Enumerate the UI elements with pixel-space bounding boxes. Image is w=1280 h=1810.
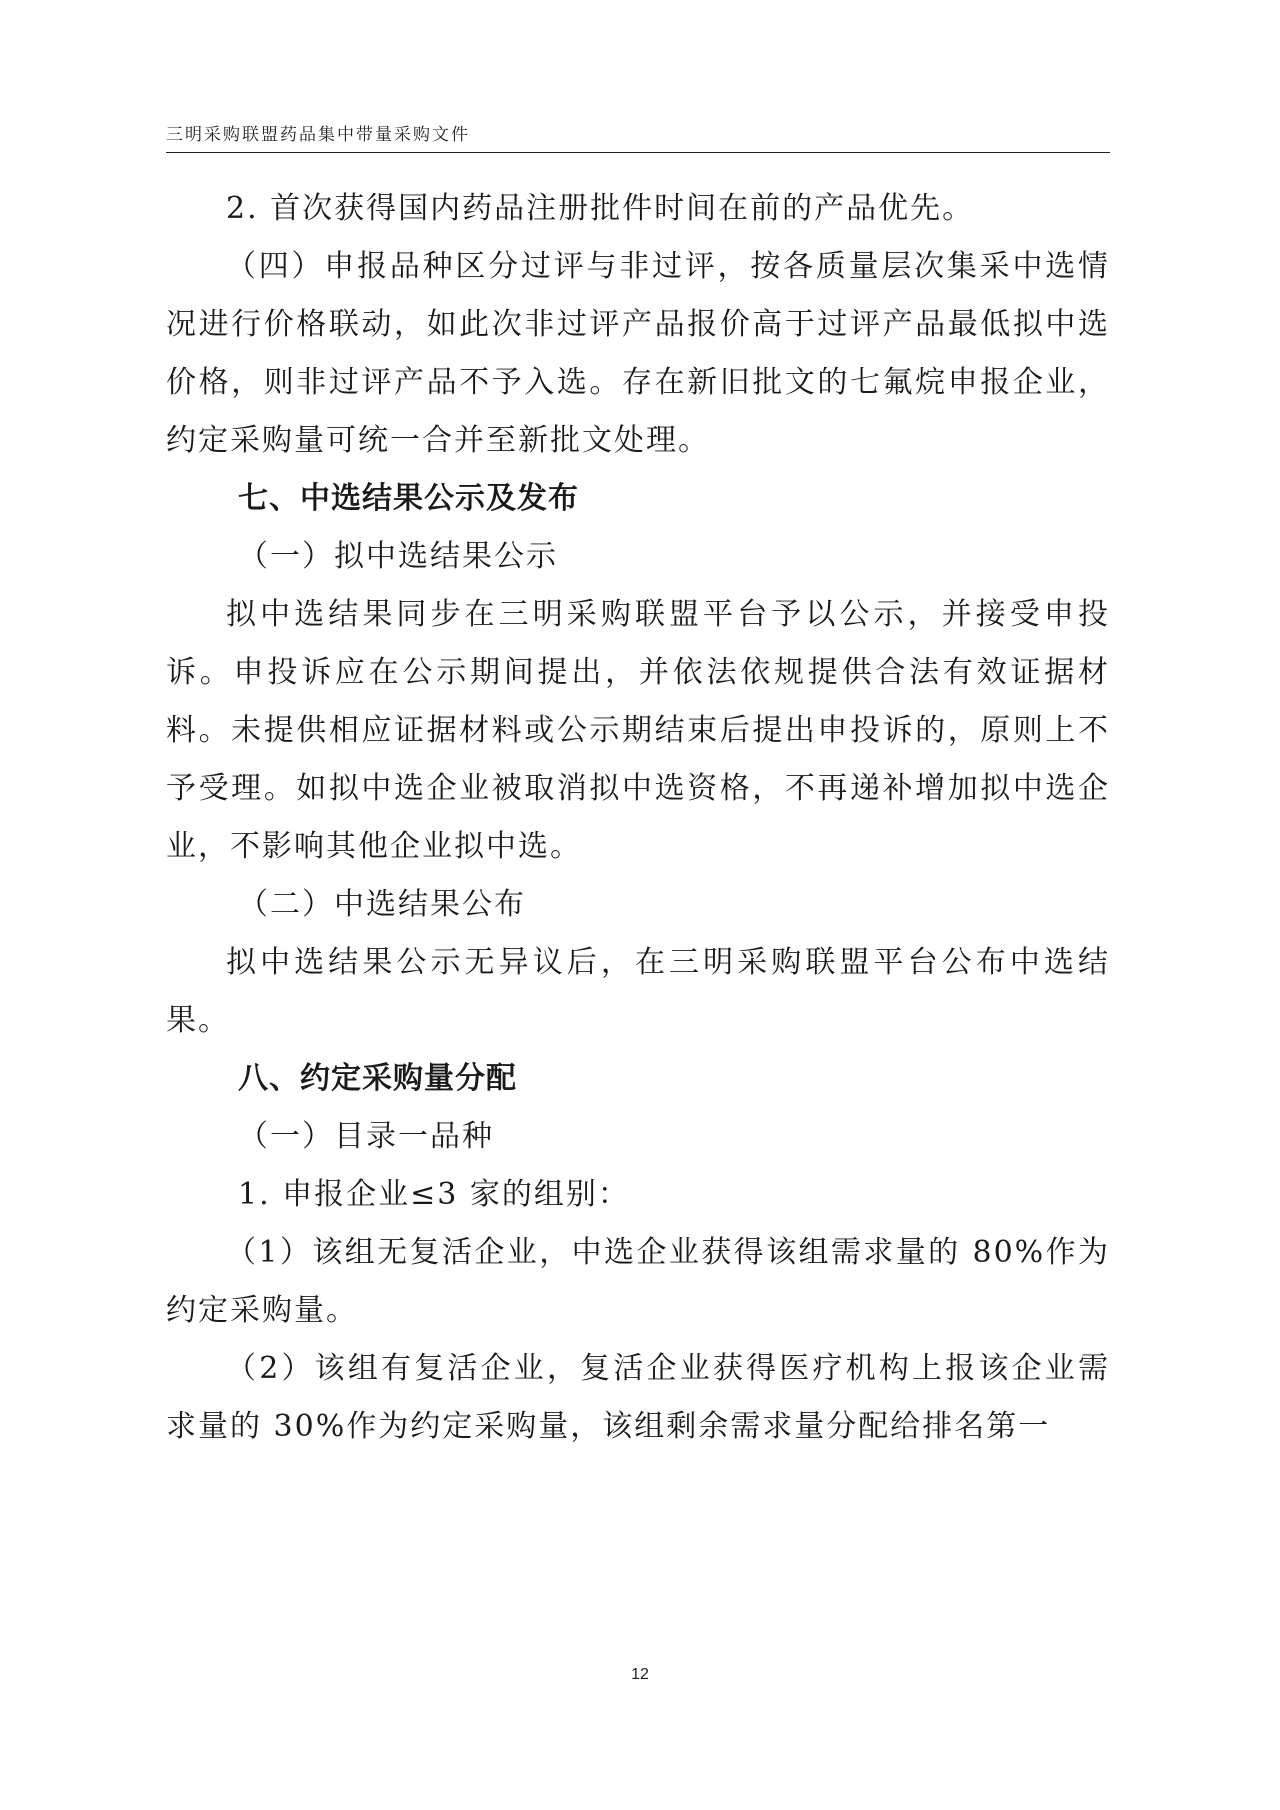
subsection-heading: （二）中选结果公布 [238,887,526,922]
page-number: 12 [631,1666,649,1683]
header-rule [166,152,1110,153]
body-paragraph: 2. 首次获得国内药品注册批件时间在前的产品优先。 [226,191,975,226]
running-header: 三明采购联盟药品集中带量采购文件 [166,125,470,145]
subsection-heading: （一）拟中选结果公示 [238,539,558,574]
body-paragraph: （1）该组无复活企业，中选企业获得该组需求量的 80%作为约定采购量。 [166,1235,1110,1328]
body-paragraph: 拟中选结果公示无异议后，在三明采购联盟平台公布中选结果。 [166,945,1110,1038]
section-heading: 八、约定采购量分配 [238,1061,517,1096]
body-paragraph: （四）申报品种区分过评与非过评，按各质量层次集采中选情况进行价格联动，如此次非过评产品报价高于过评产品最低拟中选价格，则非过评产品不予入选。存在新旧批文的七氟烷申报企业，约定采购量可统一合并至新批文处理。 [166,249,1110,458]
list-item: 1. 申报企业≤3 家的组别： [238,1177,630,1212]
body-paragraph: 拟中选结果同步在三明采购联盟平台予以公示，并接受申投诉。申投诉应在公示期间提出，并依法依规提供合法有效证据材料。未提供相应证据材料或公示期结束后提出申投诉的，原则上不予受理。如拟中选企业被取消拟中选资格，不再递补增加拟中选企业，不影响其他企业拟中选。 [166,597,1110,864]
section-heading: 七、中选结果公示及发布 [238,481,579,516]
body-paragraph: （2）该组有复活企业，复活企业获得医疗机构上报该企业需求量的 30%作为约定采购量，该组剩余需求量分配给排名第一 [166,1351,1110,1444]
subsection-heading: （一）目录一品种 [238,1119,494,1154]
